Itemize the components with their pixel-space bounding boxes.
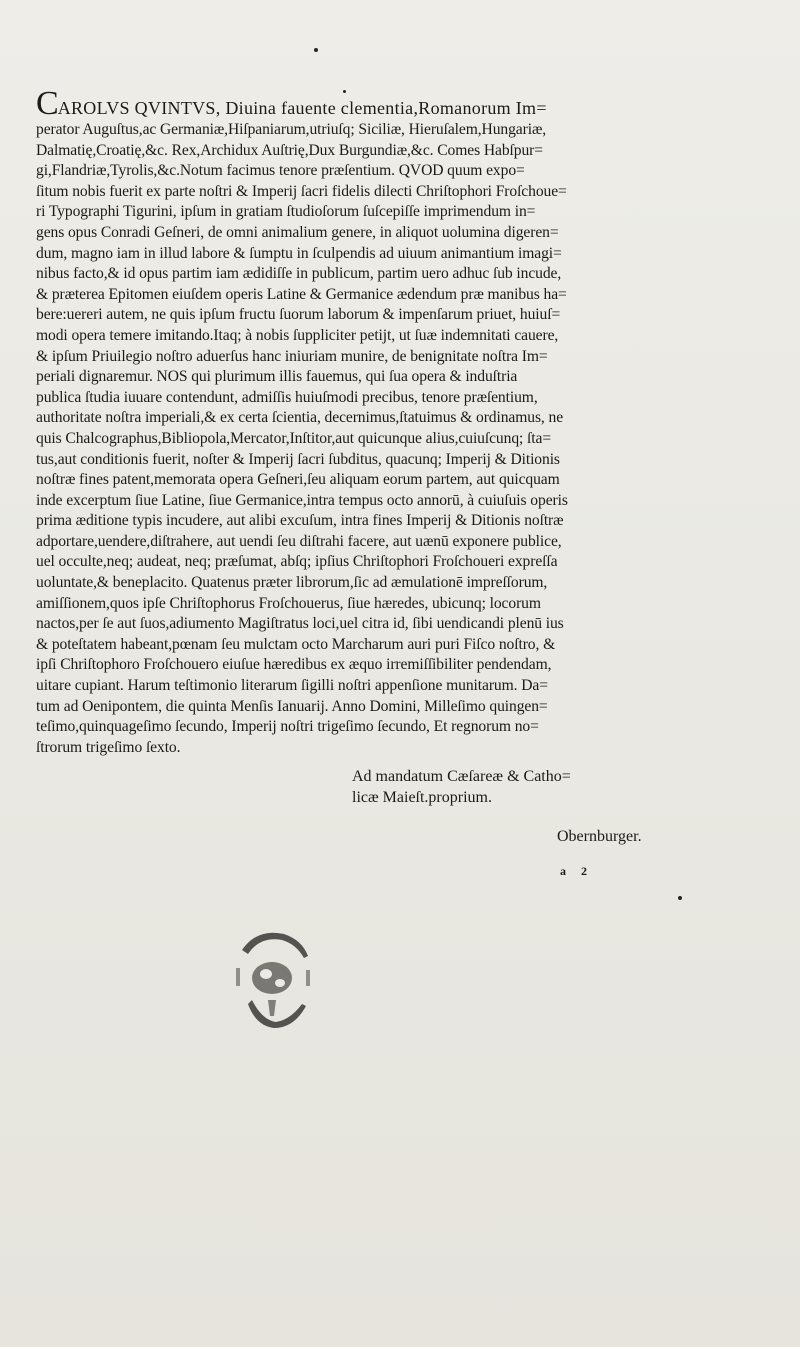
text-line: Dalmatię,Croatię,&c. Rex,Archidux Auſtrię,Dux Burgundiæ,&c. Comes Habſpur= <box>36 141 543 159</box>
text-line: ſitum nobis fuerit ex parte noſtri & Imperij ſacri fidelis dilecti Chriſtophori Froſchoue= <box>36 182 567 200</box>
text-line: modi opera temere imitando.Itaq; à nobis ſuppliciter petijt, ut ſuæ indemnitati cauere, <box>36 326 559 344</box>
text-line: tus,aut conditionis fuerit, noſter & Imperij ſacri ſubditus, quacunq; Imperij & Ditionis <box>36 450 560 468</box>
text-line: nibus facto,& id opus partim iam ædidiſſe in publicum, partim uero adhuc ſub incude, <box>36 265 562 283</box>
text-line: ſtrorum trigeſimo ſexto. <box>36 738 181 756</box>
dropcap-initial: C <box>36 85 58 122</box>
text-line: noſtræ fines patent,memorata opera Geſneri,ſeu aliquam eorum partem, aut quicquam <box>36 471 560 489</box>
text-line: uoluntate,& beneplacito. Quatenus præter librorum,ſic ad æmulationē impreſſorum, <box>36 574 548 592</box>
text-line: & præterea Epitomen eiuſdem operis Latine & Germanice ædendum præ manibus ha= <box>36 285 567 303</box>
text-line: authoritate noſtra imperiali,& ex certa ſcientia, decernimus,ſtatuimus & ordinamus, ne <box>36 409 564 427</box>
text-line: inde excerptum ſiue Latine, ſiue Germanice,intra tempus octo annorū, à cuiuſuis operis <box>36 491 568 509</box>
folio-mark: a 2 <box>560 864 593 878</box>
text-line: ipſi Chriſtophoro Froſchouero eiuſue hæredibus ex æquo irremiſſibiliter pendendam, <box>36 656 552 674</box>
text-line: uel occulte,neq; audeat, neq; præſumat, abſq; ipſius Chriſtophori Froſchoueri expreſſa <box>36 553 558 571</box>
mandate-line: Ad mandatum Cæſareæ & Catho= <box>352 768 571 785</box>
text-line: nactos,per ſe aut ſuos,adiumento Magiſtratus loci,uel citra id, ſibi uendicandi plenū ius <box>36 615 564 633</box>
text-line: perator Auguſtus,ac Germaniæ,Hiſpaniarum,utriuſq; Siciliæ, Hieruſalem,Hungariæ, <box>36 121 547 138</box>
privilege-text <box>36 85 666 758</box>
mandate-line: licæ Maieſt.proprium. <box>352 789 492 806</box>
text-line: teſimo,quinquageſimo ſecundo, Imperij noſtri trigeſimo ſecundo, Et regnorum no= <box>36 718 539 736</box>
emperor-name-heading: AROLVS QVINTVS, <box>57 98 221 118</box>
signature: Obernburger. <box>557 828 642 845</box>
text-line: & ipſum Priuilegio noſtro aduerſus hanc iniuriam munire, de benignitate noſtra Im= <box>36 347 548 365</box>
text-line: gi,Flandriæ,Tyrolis,&c.Notum facimus tenore præſentium. QVOD quum expo= <box>36 162 525 180</box>
library-stamp-image <box>222 920 322 1035</box>
text-line: prima æditione typis incudere, aut alibi excuſum, intra fines Imperij & Ditionis noſtræ <box>36 512 564 530</box>
text-line: & poteſtatem habeant,pœnam ſeu mulctam octo Marcharum auri puri Fiſco noſtro, & <box>36 635 556 653</box>
text-line: adportare,uendere,diſtrahere, aut uendi ſeu diſtrahi facere, aut uænū exponere publice, <box>36 532 562 550</box>
mandate-note <box>352 766 571 808</box>
ink-speck <box>678 896 682 900</box>
text-line: publica ſtudia iuuare contendunt, admiſſis huiuſmodi precibus, tenore præſentium, <box>36 388 538 406</box>
text-line: gens opus Conradi Geſneri, de omni animalium genere, in aliquot uolumina digeren= <box>36 223 559 241</box>
text-line: quis Chalcographus,Bibliopola,Mercator,Inſtitor,aut quicunque alius,cuiuſcunq; ſta= <box>36 429 552 447</box>
text-line: ri Typographi Tigurini, ipſum in gratiam ſtudioſorum ſuſcepiſſe imprimendum in= <box>36 203 536 221</box>
text-line: periali dignaremur. NOS qui plurimum illis fauemus, qui ſua opera & induſtria <box>36 368 518 386</box>
text-line: dum, magno iam in illud labore & ſumptu in ſculpendis ad uiuum animantium imagi= <box>36 244 562 262</box>
text-line: amiſſionem,quos ipſe Chriſtophorus Froſchouerus, ſiue hæredes, ubicunq; locorum <box>36 594 541 612</box>
text-line: bere:uereri autem, ne quis ipſum fructu ſuorum laborum & impenſarum priuet, huiuſ= <box>36 306 561 324</box>
line-text: Diuina fauente clementia,Romanorum Im= <box>225 98 547 118</box>
text-line: uitare cupiant. Harum teſtimonio literarum ſigilli noſtri appenſione munitarum. Da= <box>36 677 548 695</box>
text-line <box>36 85 666 122</box>
text-line: tum ad Oenipontem, die quinta Menſis Ianuarij. Anno Domini, Milleſimo quingen= <box>36 697 548 715</box>
ink-speck <box>314 48 318 52</box>
